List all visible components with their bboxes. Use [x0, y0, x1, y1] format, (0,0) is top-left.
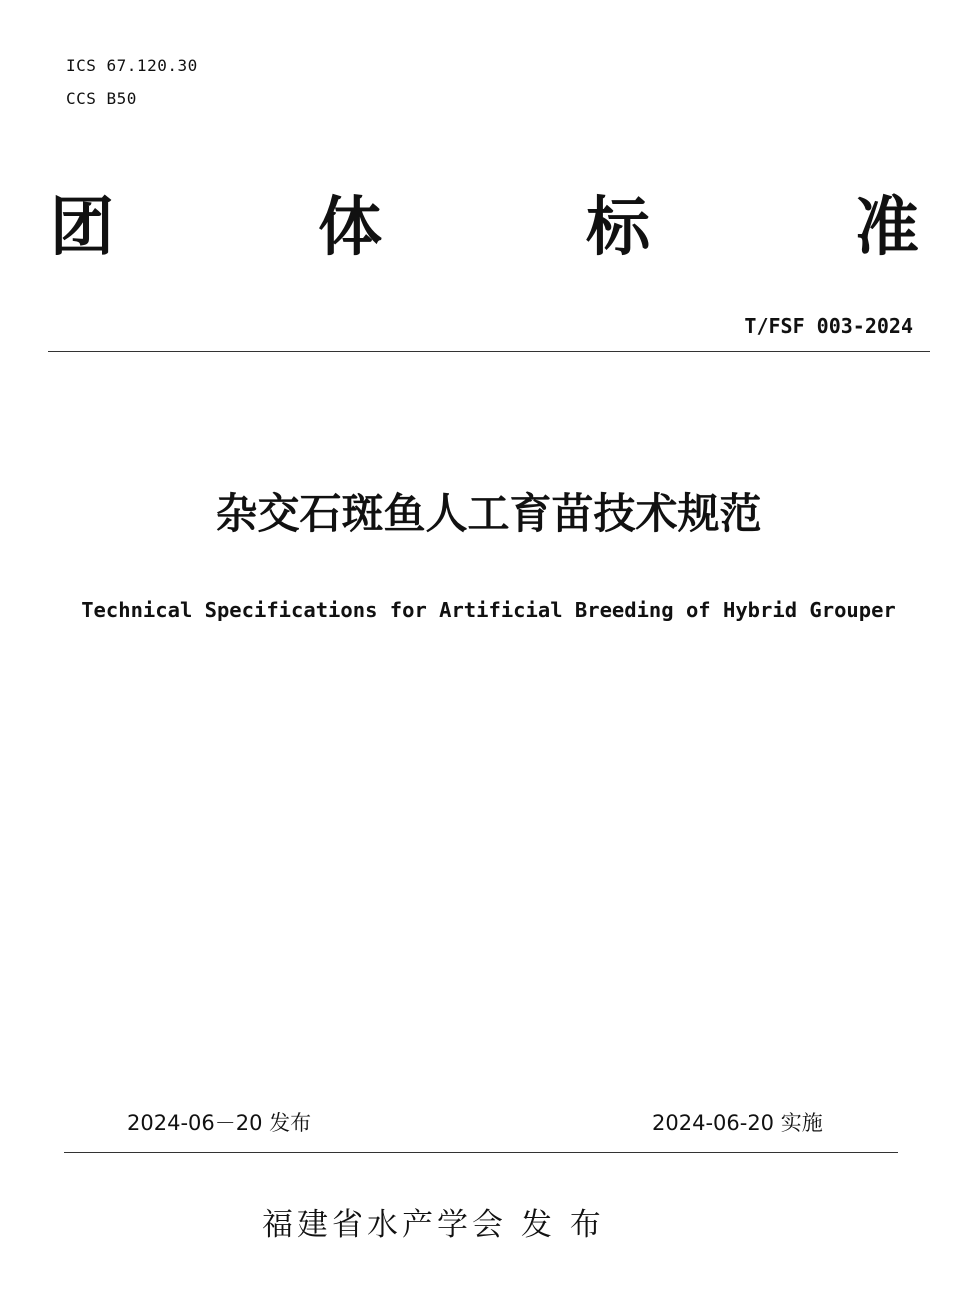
chinese-title: 杂交石斑鱼人工育苗技术规范 [215, 489, 762, 538]
bottom-divider [64, 1152, 898, 1153]
standard-number: T/FSF 003-2024 [744, 314, 913, 338]
heading-char-1: 团 [50, 191, 114, 265]
ics-code: ICS 67.120.30 [66, 56, 198, 75]
heading-char-4: 准 [855, 191, 919, 265]
heading-char-2: 体 [318, 191, 382, 265]
implementation-date: 2024-06-20 实施 [652, 1111, 823, 1135]
english-title: Technical Specifications for Artificial Breeding of Hybrid Grouper [81, 598, 896, 622]
publisher: 福建省水产学会 发 布 [262, 1207, 605, 1243]
heading-char-3: 标 [586, 191, 650, 265]
publish-date: 2024-06－20 发布 [127, 1111, 312, 1135]
ccs-code: CCS B50 [66, 89, 137, 108]
top-divider [48, 351, 930, 352]
